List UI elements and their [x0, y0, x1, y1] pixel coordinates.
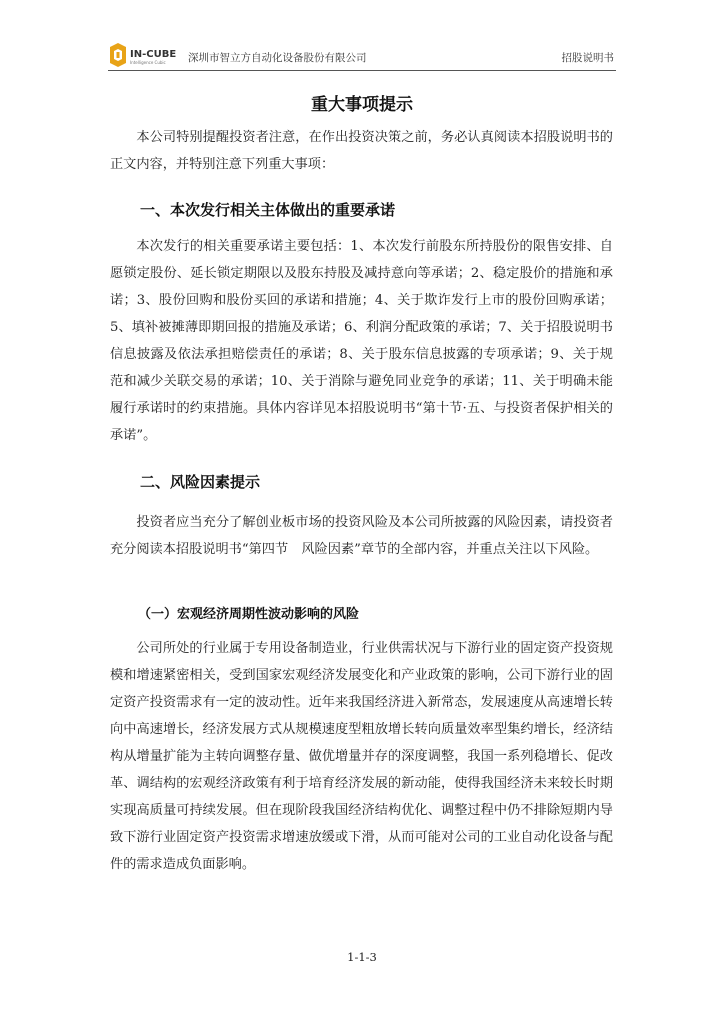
company-name: 深圳市智立方自动化设备股份有限公司 — [188, 52, 367, 64]
subsection1-heading: （一）宏观经济周期性波动影响的风险 — [138, 607, 360, 622]
intro-paragraph: 本公司特别提醒投资者注意，在作出投资决策之前，务必认真阅读本招股说明书的正文内容，并特别注意下列重大事项： — [110, 130, 613, 172]
logo-text: IN-CUBE — [130, 49, 177, 60]
section1-heading: 一、本次发行相关主体做出的重要承诺 — [140, 201, 396, 219]
page-header — [108, 40, 616, 71]
subsection1-paragraph: 公司所处的行业属于专用设备制造业，行业供需状况与下游行业的固定资产投资规模和增速紧密相关，受到国家宏观经济发展变化和产业政策的影响，公司下游行业的固定资产投资需求有一定的波动性。近年来我国经济进入新常态，发展速度从高速增长转向中高速增长，经济发展方式从规模速度型粗放增长转向质量效率型集约增长，经济结构从增量扩能为主转向调整存量、做优增量并存的深度调整，我国一系列稳增长、促改革、调结构的宏观经济政策有利于培育经济发展的新动能，使得我国经济未来较长时期实现高质量可持续发展。但在现阶段我国经济结构优化、调整过程中仍不排除短期内导致下游行业固定资产投资需求增速放缓或下滑，从而可能对公司的工业自动化设备与配件的需求造成负面影响。 — [110, 641, 613, 872]
section1-paragraph: 本次发行的相关重要承诺主要包括：1、本次发行前股东所持股份的限售安排、自愿锁定股份、延长锁定期限以及股东持股及减持意向等承诺；2、稳定股价的措施和承诺；3、股份回购和股份买回的承诺和措施；4、关于欺诈发行上市的股份回购承诺；5、填补被摊薄即期回报的措施及承诺；6、利润分配政策的承诺；7、关于招股说明书信息披露及依法承担赔偿责任的承诺；8、关于股东信息披露的专项承诺；9、关于规范和减少关联交易的承诺；10、关于消除与避免同业竞争的承诺；11、关于明确未能履行承诺时的约束措施。具体内容详见本招股说明书“第十节·五、与投资者保护相关的承诺”。 — [110, 239, 613, 443]
page-title: 重大事项提示 — [311, 95, 413, 115]
section2-paragraph: 投资者应当充分了解创业板市场的投资风险及本公司所披露的风险因素，请投资者充分阅读本招股说明书“第四节 风险因素”章节的全部内容，并重点关注以下风险。 — [110, 515, 613, 557]
section2-heading: 二、风险因素提示 — [140, 473, 261, 491]
page-number: 1-1-3 — [347, 950, 377, 964]
company-logo — [108, 43, 184, 67]
logo-subtext: Intelligence Cubic — [130, 60, 166, 65]
document-type: 招股说明书 — [561, 52, 614, 64]
